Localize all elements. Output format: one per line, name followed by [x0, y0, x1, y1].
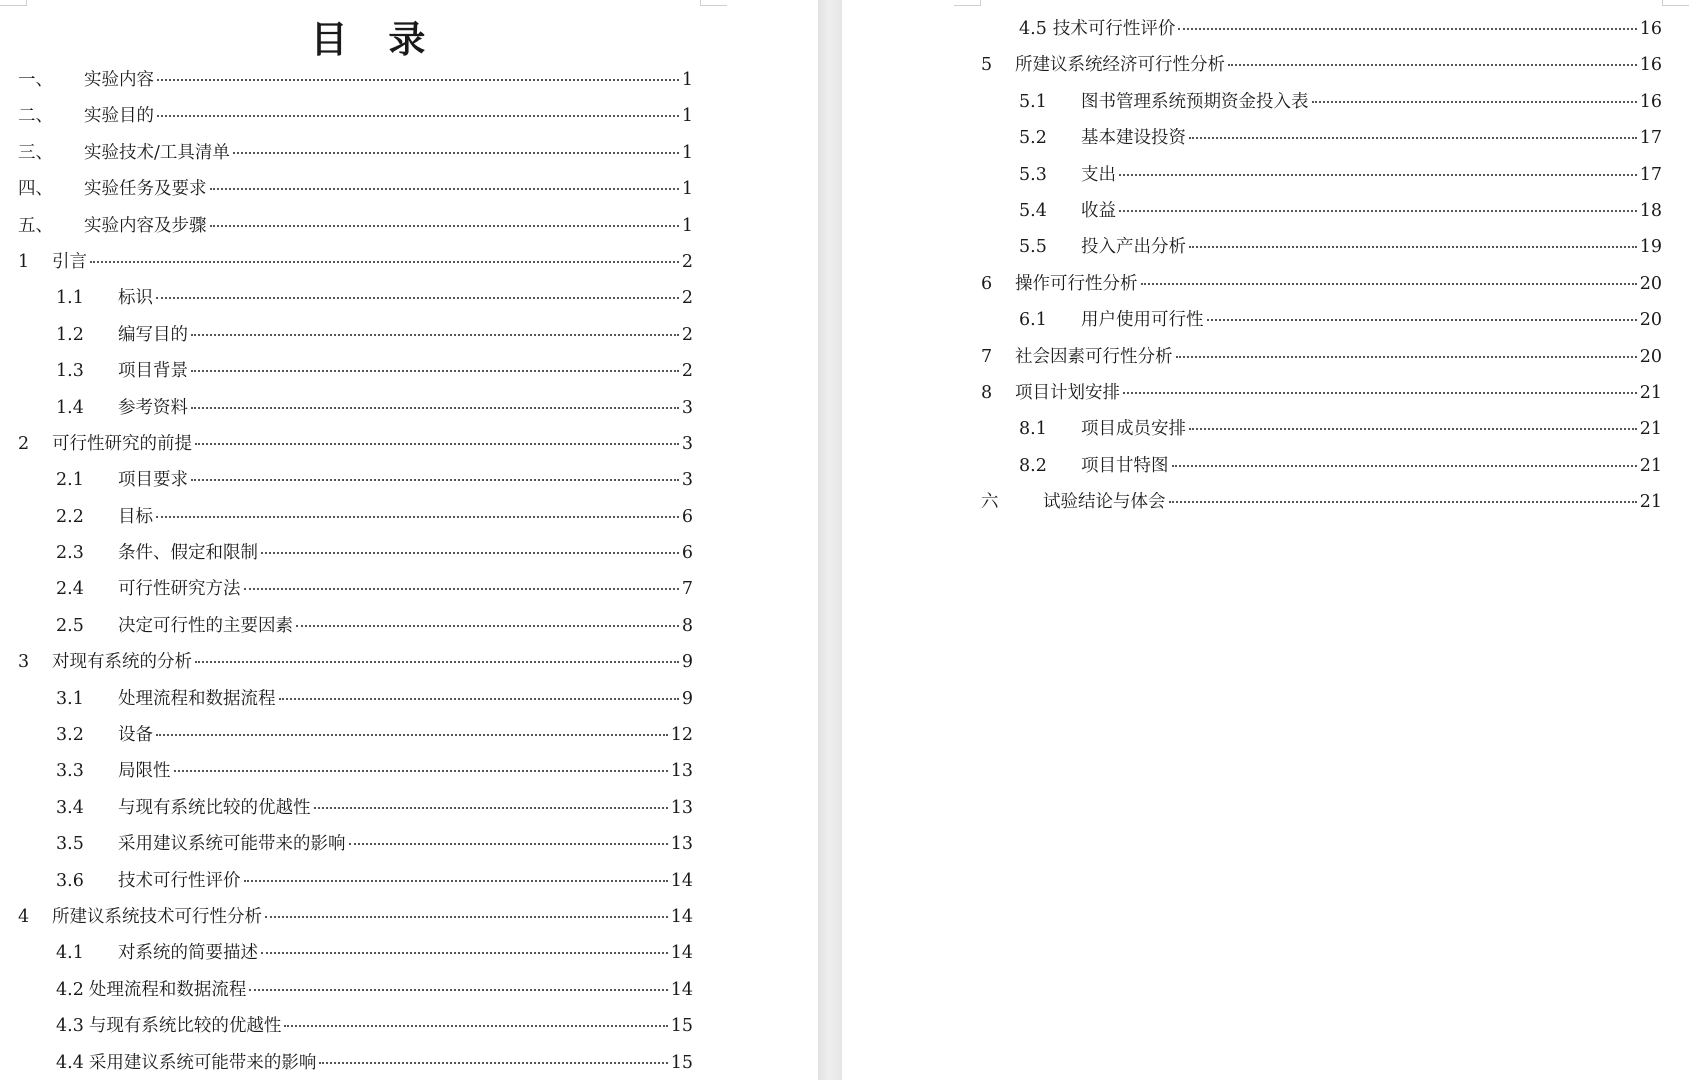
- toc-dot-leader: [1207, 318, 1637, 321]
- toc-dot-leader: [156, 296, 679, 299]
- toc-entry-number: 3.1: [56, 688, 84, 709]
- toc-entry[interactable]: [18, 208, 693, 244]
- toc-page-number: 1: [681, 215, 693, 236]
- toc-entry-text: 实验任务及要求: [84, 179, 207, 200]
- toc-page-number: 2: [681, 288, 693, 309]
- toc-entry-number: 8.2: [1019, 455, 1047, 476]
- toc-page-number: 6: [681, 543, 693, 564]
- toc-dot-leader: [1123, 391, 1637, 394]
- toc-dot-leader: [349, 842, 668, 845]
- toc-entry-number: 5.4: [1019, 200, 1047, 221]
- toc-page-number: 20: [1639, 346, 1662, 367]
- toc-entry[interactable]: [18, 280, 693, 316]
- toc-page-number: 8: [681, 615, 693, 636]
- toc-page-number: 14: [670, 943, 693, 964]
- toc-entry[interactable]: [981, 120, 1662, 156]
- toc-dot-leader: [90, 260, 679, 263]
- toc-entry[interactable]: [981, 157, 1662, 193]
- toc-page-number: 1: [681, 142, 693, 163]
- toc-page-number: 19: [1639, 237, 1662, 258]
- toc-entry[interactable]: [18, 753, 693, 789]
- toc-entry[interactable]: [981, 193, 1662, 229]
- toc-entry-text: 操作可行性分析: [1015, 273, 1138, 294]
- toc-page-number: 20: [1639, 310, 1662, 331]
- toc-dot-leader: [156, 515, 679, 518]
- toc-dot-leader: [244, 879, 668, 882]
- toc-dot-leader: [210, 187, 679, 190]
- toc-page-number: 17: [1639, 164, 1662, 185]
- toc-entry[interactable]: [981, 47, 1662, 83]
- toc-dot-leader: [191, 478, 679, 481]
- toc-entry[interactable]: [18, 535, 693, 571]
- toc-page-number: 15: [670, 1052, 693, 1073]
- toc-page-number: 13: [670, 834, 693, 855]
- toc-page-number: 13: [670, 797, 693, 818]
- toc-entry-number: 六: [981, 492, 999, 513]
- toc-dot-leader: [1176, 355, 1637, 358]
- toc-entry-number: 3: [18, 652, 30, 673]
- toc-entry[interactable]: [18, 390, 693, 426]
- toc-dot-leader: [191, 406, 679, 409]
- toc-entry[interactable]: [18, 353, 693, 389]
- toc-entry-number: 5.3: [1019, 164, 1047, 185]
- toc-entry-number: 2: [18, 433, 30, 454]
- toc-list-right: [981, 11, 1662, 520]
- toc-entry[interactable]: [981, 11, 1662, 47]
- toc-entry-text: 局限性: [118, 761, 171, 782]
- toc-entry-text: 设备: [118, 725, 153, 746]
- toc-page-number: 14: [670, 906, 693, 927]
- toc-entry[interactable]: [18, 1008, 693, 1044]
- toc-entry[interactable]: [18, 899, 693, 935]
- toc-entry[interactable]: [18, 98, 693, 134]
- toc-entry-number: 2.3: [56, 543, 84, 564]
- toc-entry-text: 实验内容: [84, 70, 154, 90]
- page-gutter: [818, 0, 842, 1080]
- toc-dot-leader: [1169, 500, 1637, 503]
- toc-dot-leader: [1189, 245, 1637, 248]
- toc-dot-leader: [1189, 136, 1637, 139]
- toc-entry-text: 试验结论与体会: [1043, 492, 1166, 513]
- toc-dot-leader: [249, 988, 667, 991]
- toc-entry-number: 1.2: [56, 324, 84, 345]
- toc-page-number: 3: [681, 470, 693, 491]
- document-page-left: [0, 0, 818, 1080]
- toc-entry-text: 条件、假定和限制: [118, 543, 258, 564]
- toc-entry-number: 8.1: [1019, 419, 1047, 440]
- toc-dot-leader: [1119, 209, 1637, 212]
- toc-entry-text: 项目背景: [118, 361, 188, 382]
- toc-entry[interactable]: [18, 62, 693, 98]
- toc-page-number: 20: [1639, 273, 1662, 294]
- toc-entry-text: 实验技术/工具清单: [84, 142, 230, 163]
- toc-entry-number: 4.3: [56, 1016, 84, 1037]
- toc-page-number: 13: [670, 761, 693, 782]
- toc-page-number: 16: [1639, 55, 1662, 76]
- toc-dot-leader: [1228, 63, 1637, 66]
- toc-entry-text: 决定可行性的主要因素: [118, 615, 293, 636]
- toc-dot-leader: [1141, 282, 1637, 285]
- toc-entry-number: 6: [981, 273, 993, 294]
- toc-entry-number: 2.2: [56, 506, 84, 527]
- toc-entry-text: 与现有系统比较的优越性: [88, 1016, 282, 1037]
- toc-entry-number: 3.4: [56, 797, 84, 818]
- toc-entry-text: 基本建设投资: [1081, 128, 1186, 149]
- toc-page-number: 3: [681, 433, 693, 454]
- page-corner-mark: [954, 0, 981, 6]
- toc-entry[interactable]: [981, 266, 1662, 302]
- toc-entry[interactable]: [981, 339, 1662, 375]
- toc-page-number: 15: [670, 1016, 693, 1037]
- toc-dot-leader: [195, 660, 679, 663]
- toc-entry[interactable]: [18, 1045, 693, 1081]
- toc-dot-leader: [1312, 100, 1637, 103]
- toc-dot-leader: [265, 915, 668, 918]
- toc-entry-number: 4.4: [56, 1052, 84, 1073]
- toc-entry-text: 可行性研究的前提: [52, 433, 192, 454]
- toc-entry-number: 4: [18, 906, 30, 927]
- toc-dot-leader: [319, 1061, 667, 1064]
- toc-entry[interactable]: [18, 317, 693, 353]
- toc-entry-text: 编写目的: [118, 324, 188, 345]
- toc-entry[interactable]: [18, 644, 693, 680]
- toc-entry-number: 3.3: [56, 761, 84, 782]
- toc-page-number: 7: [681, 579, 693, 600]
- toc-page-number: 14: [670, 870, 693, 891]
- toc-entry-text: 图书管理系统预期资金投入表: [1081, 91, 1309, 112]
- toc-entry-text: 社会因素可行性分析: [1015, 346, 1173, 367]
- toc-dot-leader: [195, 442, 679, 445]
- toc-entry-number: 1.1: [56, 288, 84, 309]
- toc-dot-leader: [174, 769, 668, 772]
- toc-entry-text: 参考资料: [118, 397, 188, 418]
- toc-entry-text: 可行性研究方法: [118, 579, 241, 600]
- toc-page-number: 2: [681, 251, 693, 272]
- toc-page-number: 21: [1639, 419, 1662, 440]
- toc-dot-leader: [1189, 427, 1637, 430]
- toc-entry-text: 处理流程和数据流程: [118, 688, 276, 709]
- toc-entry[interactable]: [18, 244, 693, 280]
- toc-page-number: 6: [681, 506, 693, 527]
- toc-entry-number: 二、: [18, 106, 53, 127]
- toc-page-number: 16: [1639, 19, 1662, 39]
- toc-page-number: 1: [681, 106, 693, 127]
- toc-entry[interactable]: [18, 462, 693, 498]
- toc-entry-text: 投入产出分析: [1081, 237, 1186, 258]
- toc-entry-number: 5.5: [1019, 237, 1047, 258]
- toc-entry-text: 所建议系统技术可行性分析: [52, 906, 262, 927]
- toc-entry-number: 5.1: [1019, 91, 1047, 112]
- toc-entry[interactable]: [18, 826, 693, 862]
- toc-entry-text: 项目甘特图: [1081, 455, 1169, 476]
- toc-dot-leader: [261, 551, 679, 554]
- toc-entry[interactable]: [18, 608, 693, 644]
- toc-page-number: 1: [681, 70, 693, 90]
- toc-dot-leader: [1119, 173, 1637, 176]
- toc-entry-number: 四、: [18, 179, 53, 200]
- toc-entry-text: 采用建议系统可能带来的影响: [118, 834, 346, 855]
- toc-entry-number: 4.2: [56, 979, 84, 1000]
- toc-page-number: 2: [681, 324, 693, 345]
- toc-entry-text: 标识: [118, 288, 153, 309]
- toc-entry-text: 用户使用可行性: [1081, 310, 1204, 331]
- toc-dot-leader: [314, 806, 668, 809]
- toc-page-number: 21: [1639, 382, 1662, 403]
- toc-entry-text: 采用建议系统可能带来的影响: [88, 1052, 317, 1073]
- toc-entry[interactable]: [981, 448, 1662, 484]
- toc-page-number: 21: [1639, 455, 1662, 476]
- toc-entry-text: 引言: [52, 251, 87, 272]
- toc-entry-number: 一、: [18, 70, 53, 90]
- toc-entry-number: 2.1: [56, 470, 84, 491]
- toc-title: 目 录: [310, 17, 440, 61]
- toc-entry[interactable]: [18, 790, 693, 826]
- toc-entry[interactable]: [18, 681, 693, 717]
- toc-entry-text: 项目计划安排: [1015, 382, 1120, 403]
- toc-dot-leader: [191, 369, 679, 372]
- toc-entry-text: 对现有系统的分析: [52, 652, 192, 673]
- toc-entry[interactable]: [18, 571, 693, 607]
- toc-dot-leader: [156, 733, 668, 736]
- toc-entry-text: 所建议系统经济可行性分析: [1015, 55, 1225, 76]
- toc-page-number: 9: [681, 652, 693, 673]
- toc-dot-leader: [244, 587, 679, 590]
- toc-entry[interactable]: [18, 863, 693, 899]
- toc-entry[interactable]: [18, 171, 693, 207]
- toc-entry[interactable]: [18, 135, 693, 171]
- toc-entry-text: 支出: [1081, 164, 1116, 185]
- toc-entry-number: 1.3: [56, 361, 84, 382]
- toc-page-number: 16: [1639, 91, 1662, 112]
- toc-page-number: 2: [681, 361, 693, 382]
- toc-entry[interactable]: [981, 375, 1662, 411]
- toc-entry[interactable]: [981, 229, 1662, 265]
- toc-page-number: 18: [1639, 200, 1662, 221]
- toc-entry-text: 处理流程和数据流程: [88, 979, 247, 1000]
- toc-entry-text: 收益: [1081, 200, 1116, 221]
- toc-entry-text: 技术可行性评价: [1052, 19, 1176, 39]
- toc-entry-text: 实验目的: [84, 106, 154, 127]
- toc-entry-text: 项目成员安排: [1081, 419, 1186, 440]
- toc-entry[interactable]: [18, 935, 693, 971]
- toc-entry-number: 1: [18, 251, 30, 272]
- toc-entry-text: 与现有系统比较的优越性: [118, 797, 311, 818]
- toc-page-number: 9: [681, 688, 693, 709]
- toc-entry[interactable]: [981, 302, 1662, 338]
- toc-entry[interactable]: [18, 426, 693, 462]
- toc-entry-number: 1.4: [56, 397, 84, 418]
- toc-entry[interactable]: [981, 411, 1662, 447]
- toc-entry-number: 五、: [18, 215, 53, 236]
- toc-entry-number: 2.4: [56, 579, 84, 600]
- toc-dot-leader: [191, 333, 679, 336]
- toc-entry-number: 3.2: [56, 725, 84, 746]
- toc-list-left: [18, 62, 693, 1081]
- page-corner-mark: [1662, 0, 1689, 6]
- toc-entry-number: 5.2: [1019, 128, 1047, 149]
- toc-entry-text: 对系统的简要描述: [118, 943, 258, 964]
- toc-page-number: 21: [1639, 492, 1662, 513]
- toc-entry[interactable]: [981, 484, 1662, 520]
- toc-entry[interactable]: [18, 499, 693, 535]
- toc-entry-number: 3.5: [56, 834, 84, 855]
- toc-entry-number: 6.1: [1019, 310, 1047, 331]
- toc-entry-number: 8: [981, 382, 993, 403]
- toc-page-number: 14: [670, 979, 693, 1000]
- toc-page-number: 3: [681, 397, 693, 418]
- toc-entry-number: 4.5: [1019, 19, 1047, 39]
- toc-entry-number: 三、: [18, 142, 53, 163]
- toc-entry-number: 5: [981, 55, 993, 76]
- toc-entry-text: 目标: [118, 506, 153, 527]
- toc-dot-leader: [233, 151, 679, 154]
- page-corner-mark: [0, 0, 27, 6]
- toc-entry[interactable]: [18, 717, 693, 753]
- page-corner-mark: [700, 0, 727, 6]
- toc-dot-leader: [1178, 27, 1636, 30]
- toc-entry-text: 项目要求: [118, 470, 188, 491]
- toc-dot-leader: [261, 951, 668, 954]
- toc-dot-leader: [157, 78, 679, 81]
- toc-dot-leader: [296, 624, 679, 627]
- toc-entry-number: 3.6: [56, 870, 84, 891]
- toc-page-number: 12: [670, 725, 693, 746]
- toc-entry-number: 2.5: [56, 615, 84, 636]
- toc-entry-number: 7: [981, 346, 993, 367]
- toc-dot-leader: [279, 697, 679, 700]
- toc-dot-leader: [157, 114, 679, 117]
- toc-entry-text: 技术可行性评价: [118, 870, 241, 891]
- toc-page-number: 17: [1639, 128, 1662, 149]
- toc-dot-leader: [1172, 464, 1637, 467]
- toc-entry[interactable]: [18, 972, 693, 1008]
- toc-page-number: 1: [681, 179, 693, 200]
- toc-dot-leader: [210, 224, 679, 227]
- toc-entry-number: 4.1: [56, 943, 84, 964]
- toc-entry-text: 实验内容及步骤: [84, 215, 207, 236]
- toc-entry[interactable]: [981, 84, 1662, 120]
- toc-dot-leader: [284, 1024, 667, 1027]
